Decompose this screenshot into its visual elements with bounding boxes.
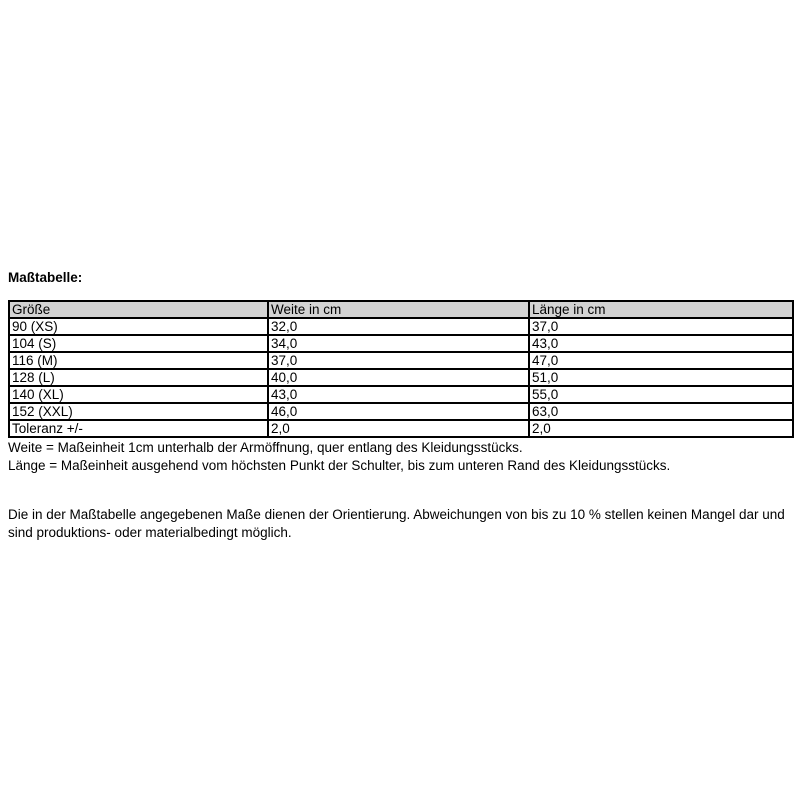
- size-cell: 128 (L): [9, 369, 268, 386]
- length-cell: 43,0: [529, 335, 793, 352]
- column-header-laenge: Länge in cm: [529, 301, 793, 318]
- size-cell: 104 (S): [9, 335, 268, 352]
- length-cell: 55,0: [529, 386, 793, 403]
- size-cell: 152 (XXL): [9, 403, 268, 420]
- tolerance-width-cell: 2,0: [268, 420, 529, 437]
- width-cell: 43,0: [268, 386, 529, 403]
- size-row-s: [9, 335, 793, 352]
- width-cell: 32,0: [268, 318, 529, 335]
- size-table: [8, 300, 794, 438]
- size-table-header-row: [9, 301, 793, 318]
- width-cell: 40,0: [268, 369, 529, 386]
- length-cell: 37,0: [529, 318, 793, 335]
- length-cell: 51,0: [529, 369, 793, 386]
- length-cell: 63,0: [529, 403, 793, 420]
- tolerance-note-line-1: Die in der Maßtabelle angegebenen Maße dienen der Orientierung. Abweichungen von bis zu 10 % stellen keinen Mangel dar und: [8, 507, 785, 522]
- size-row-l: [9, 369, 793, 386]
- size-cell: 140 (XL): [9, 386, 268, 403]
- laenge-definition: Länge = Maßeinheit ausgehend vom höchsten Punkt der Schulter, bis zum unteren Rand des Kleidungsstücks.: [8, 458, 671, 473]
- size-row-xl: [9, 386, 793, 403]
- measurement-section: [8, 271, 792, 542]
- size-row-xxl: [9, 403, 793, 420]
- width-cell: 46,0: [268, 403, 529, 420]
- size-table-heading: Maßtabelle:: [8, 270, 83, 285]
- tolerance-note-line-2: sind produktions- oder materialbedingt möglich.: [8, 525, 292, 540]
- tolerance-label-cell: Toleranz +/-: [9, 420, 268, 437]
- column-header-weite: Weite in cm: [268, 301, 529, 318]
- size-cell: 116 (M): [9, 352, 268, 369]
- width-cell: 34,0: [268, 335, 529, 352]
- column-header-groesse: Größe: [9, 301, 268, 318]
- length-cell: 47,0: [529, 352, 793, 369]
- tolerance-note: [8, 506, 792, 542]
- size-row-m: [9, 352, 793, 369]
- size-cell: 90 (XS): [9, 318, 268, 335]
- size-row-xs: [9, 318, 793, 335]
- measure-definitions: [8, 439, 792, 475]
- width-cell: 37,0: [268, 352, 529, 369]
- tolerance-row: [9, 420, 793, 437]
- tolerance-length-cell: 2,0: [529, 420, 793, 437]
- weite-definition: Weite = Maßeinheit 1cm unterhalb der Armöffnung, quer entlang des Kleidungsstücks.: [8, 440, 523, 455]
